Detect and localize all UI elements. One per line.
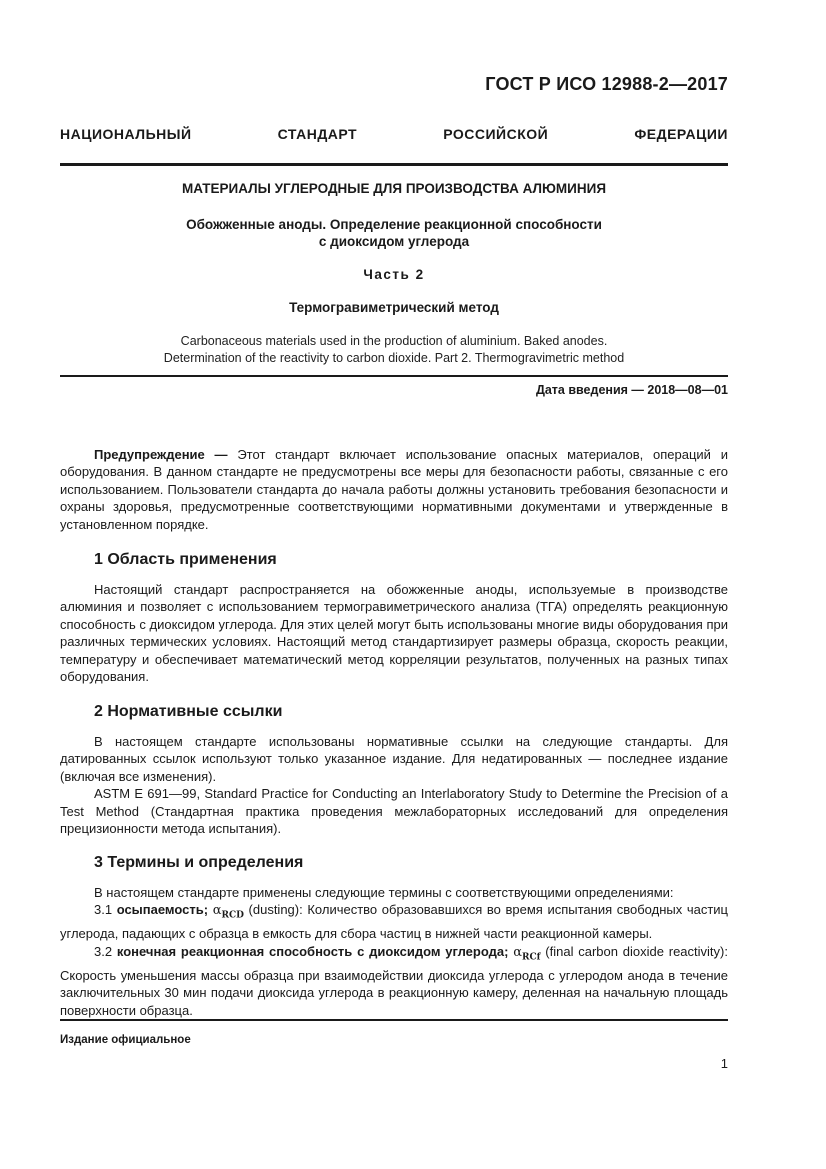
section-2-heading: 2 Нормативные ссылки — [94, 703, 283, 720]
english-title-line-1: Carbonaceous materials used in the production of aluminium. Baked anodes. — [180, 334, 608, 348]
section-2-paragraph-1: В настоящем стандарте использованы нормативные ссылки на следующие стандарты. Для датированных ссылок используют только указанное издание. Для недатированных — последнее издание (включая все изменения). — [60, 734, 728, 784]
english-title — [60, 333, 728, 367]
section-2-paragraph-2: ASTM E 691—99, Standard Practice for Conducting an Interlaboratory Study to Determine the Precision of a Test Method (Стандартная практика проведения межлабораторных исследований для определения прецизионности метода испытания). — [60, 786, 728, 837]
title-rule — [60, 375, 728, 377]
warning-paragraph — [60, 446, 728, 533]
method-title: Термогравиметрический метод — [289, 300, 499, 315]
document-subtitle — [60, 216, 728, 250]
section-1-text — [60, 581, 728, 685]
term-3-2-number: 3.2 — [94, 943, 117, 959]
warning-label: Предупреждение — — [94, 447, 228, 462]
english-title-line-2: Determination of the reactivity to carbon dioxide. Part 2. Thermogravimetric method — [163, 351, 625, 365]
subtitle-line-2: с диоксидом углерода — [318, 234, 470, 249]
section-2-text — [60, 733, 728, 837]
gost-number: ГОСТ Р ИСО 12988-2—2017 — [485, 74, 728, 94]
subtitle-line-1: Обожженные аноды. Определение реакционной способности — [186, 217, 602, 232]
section-1-heading: 1 Область применения — [94, 551, 277, 568]
header-rule — [60, 163, 728, 166]
term-3-1 — [60, 901, 728, 942]
section-3-text — [60, 884, 728, 1019]
term-3-1-number: 3.1 — [94, 902, 117, 918]
term-3-2 — [60, 943, 728, 1019]
national-standard-heading: НАЦИОНАЛЬНЫЙ СТАНДАРТ РОССИЙСКОЙ ФЕДЕРАЦИИ — [60, 126, 728, 142]
term-3-1-symbol: $\alpha_{RCD}$ — [212, 903, 244, 921]
term-3-1-definition: (dusting): Количество образовавшихся во время испытания свободных частиц углерода, падающих с образца в емкость для сбора частиц в нижней части реакционной камеры. — [60, 902, 728, 942]
term-3-2-symbol: $\alpha_{RCf}$ — [513, 944, 541, 963]
term-3-2-term: конечная реакционная способность с диоксидом углерода; — [116, 943, 509, 959]
edition-label: Издание официальное — [60, 1034, 191, 1046]
term-3-1-term: осыпаемость; — [116, 902, 209, 918]
part-number: Часть 2 — [363, 267, 425, 282]
term-3-2-definition: (final carbon dioxide reactivity): Скорость уменьшения массы образца при взаимодействии диоксида углерода с углеродом анода в течение заключительных 30 мин подачи диоксида углерода в реакционную камеру, деленная на начальную площадь поверхности образца. — [60, 943, 728, 1018]
page-number: 1 — [720, 1056, 728, 1071]
document-title: МАТЕРИАЛЫ УГЛЕРОДНЫЕ ДЛЯ ПРОИЗВОДСТВА АЛЮМИНИЯ — [181, 181, 607, 196]
section-3-heading: 3 Термины и определения — [94, 854, 304, 871]
date-introduction: Дата введения — 2018—08—01 — [535, 383, 728, 397]
section-3-intro: В настоящем стандарте применены следующие термины с соответствующими определениями: — [94, 885, 674, 900]
section-1-paragraph: Настоящий стандарт распространяется на обожженные аноды, используемые в производстве алюминия и позволяет с использованием термогравиметрического анализа (ТГА) определять реакционную способность с диоксидом углерода. Для этих целей могут быть использованы многие виды оборудования при различных термических условиях. Настоящий метод стандартизирует размеры образца, скорость реакции, температуру и обеспечивает математический метод корреляции результатов, полученных на разных типах оборудования. — [60, 582, 728, 685]
warning-text: Этот стандарт включает использование опасных материалов, операций и оборудования. В данном стандарте не предусмотрены все меры для безопасности работы, связанные с его использованием. Пользователи стандарта до начала работы должны установить требования безопасности и охраны здоровья, предусмотренные соответствующими нормативными документами и утвержденные в установленном порядке. — [60, 447, 728, 532]
footer-rule — [60, 1019, 728, 1021]
